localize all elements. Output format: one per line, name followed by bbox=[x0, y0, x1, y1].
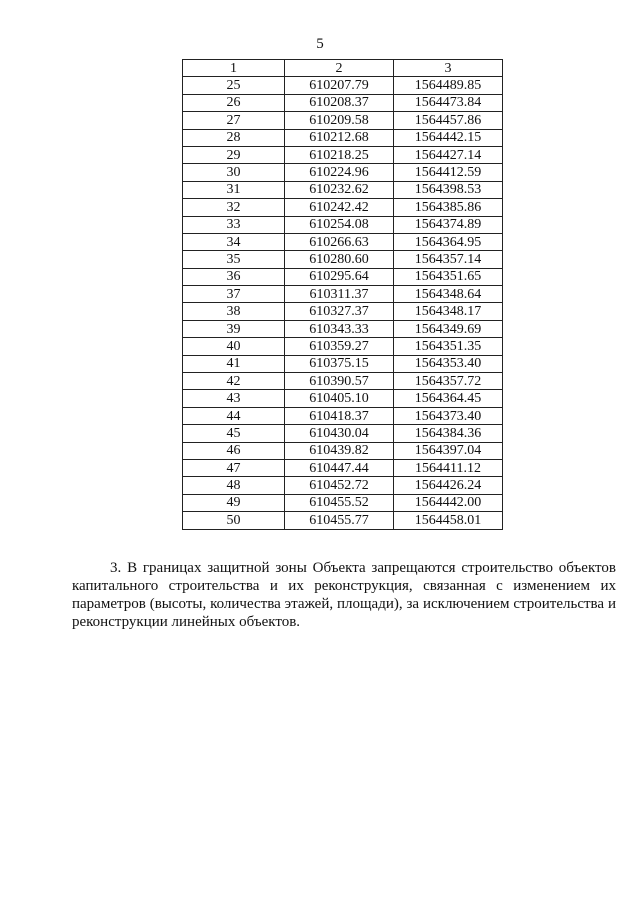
y-coordinate-cell: 1564349.69 bbox=[394, 320, 503, 337]
x-coordinate-cell: 610452.72 bbox=[285, 477, 394, 494]
table-row bbox=[183, 338, 503, 355]
point-number-cell: 44 bbox=[183, 407, 285, 424]
y-coordinate-cell: 1564374.89 bbox=[394, 216, 503, 233]
column-header-point: 1 bbox=[183, 60, 285, 77]
table-row bbox=[183, 494, 503, 511]
table-row bbox=[183, 320, 503, 337]
point-number-cell: 42 bbox=[183, 373, 285, 390]
table-row bbox=[183, 251, 503, 268]
point-number-cell: 33 bbox=[183, 216, 285, 233]
x-coordinate-cell: 610242.42 bbox=[285, 199, 394, 216]
point-number-cell: 27 bbox=[183, 112, 285, 129]
table-row bbox=[183, 390, 503, 407]
table-row bbox=[183, 303, 503, 320]
point-number-cell: 31 bbox=[183, 181, 285, 198]
table-row bbox=[183, 355, 503, 372]
y-coordinate-cell: 1564473.84 bbox=[394, 94, 503, 111]
table-row bbox=[183, 286, 503, 303]
x-coordinate-cell: 610218.25 bbox=[285, 146, 394, 163]
y-coordinate-cell: 1564489.85 bbox=[394, 77, 503, 94]
y-coordinate-cell: 1564348.64 bbox=[394, 286, 503, 303]
point-number-cell: 49 bbox=[183, 494, 285, 511]
x-coordinate-cell: 610447.44 bbox=[285, 459, 394, 476]
point-number-cell: 32 bbox=[183, 199, 285, 216]
x-coordinate-cell: 610455.77 bbox=[285, 512, 394, 529]
y-coordinate-cell: 1564351.35 bbox=[394, 338, 503, 355]
table-row bbox=[183, 199, 503, 216]
point-number-cell: 47 bbox=[183, 459, 285, 476]
x-coordinate-cell: 610430.04 bbox=[285, 425, 394, 442]
y-coordinate-cell: 1564397.04 bbox=[394, 442, 503, 459]
table-row bbox=[183, 268, 503, 285]
point-number-cell: 37 bbox=[183, 286, 285, 303]
x-coordinate-cell: 610207.79 bbox=[285, 77, 394, 94]
point-number-cell: 48 bbox=[183, 477, 285, 494]
table-row bbox=[183, 442, 503, 459]
table-row bbox=[183, 94, 503, 111]
point-number-cell: 36 bbox=[183, 268, 285, 285]
x-coordinate-cell: 610375.15 bbox=[285, 355, 394, 372]
x-coordinate-cell: 610209.58 bbox=[285, 112, 394, 129]
x-coordinate-cell: 610295.64 bbox=[285, 268, 394, 285]
table-row bbox=[183, 164, 503, 181]
y-coordinate-cell: 1564442.00 bbox=[394, 494, 503, 511]
x-coordinate-cell: 610418.37 bbox=[285, 407, 394, 424]
x-coordinate-cell: 610212.68 bbox=[285, 129, 394, 146]
table-row bbox=[183, 512, 503, 529]
y-coordinate-cell: 1564373.40 bbox=[394, 407, 503, 424]
x-coordinate-cell: 610208.37 bbox=[285, 94, 394, 111]
point-number-cell: 34 bbox=[183, 233, 285, 250]
y-coordinate-cell: 1564442.15 bbox=[394, 129, 503, 146]
y-coordinate-cell: 1564427.14 bbox=[394, 146, 503, 163]
y-coordinate-cell: 1564357.72 bbox=[394, 373, 503, 390]
point-number-cell: 46 bbox=[183, 442, 285, 459]
point-number-cell: 43 bbox=[183, 390, 285, 407]
table-row bbox=[183, 112, 503, 129]
y-coordinate-cell: 1564398.53 bbox=[394, 181, 503, 198]
column-header-x: 2 bbox=[285, 60, 394, 77]
coordinates-table bbox=[182, 59, 503, 530]
y-coordinate-cell: 1564458.01 bbox=[394, 512, 503, 529]
table-row bbox=[183, 216, 503, 233]
y-coordinate-cell: 1564353.40 bbox=[394, 355, 503, 372]
point-number-cell: 45 bbox=[183, 425, 285, 442]
x-coordinate-cell: 610455.52 bbox=[285, 494, 394, 511]
table-body bbox=[183, 77, 503, 529]
point-number-cell: 30 bbox=[183, 164, 285, 181]
table-row bbox=[183, 459, 503, 476]
y-coordinate-cell: 1564412.59 bbox=[394, 164, 503, 181]
table-row bbox=[183, 425, 503, 442]
table-row bbox=[183, 233, 503, 250]
point-number-cell: 41 bbox=[183, 355, 285, 372]
y-coordinate-cell: 1564426.24 bbox=[394, 477, 503, 494]
point-number-cell: 35 bbox=[183, 251, 285, 268]
point-number-cell: 26 bbox=[183, 94, 285, 111]
x-coordinate-cell: 610405.10 bbox=[285, 390, 394, 407]
table-row bbox=[183, 181, 503, 198]
point-number-cell: 29 bbox=[183, 146, 285, 163]
point-number-cell: 25 bbox=[183, 77, 285, 94]
y-coordinate-cell: 1564351.65 bbox=[394, 268, 503, 285]
page-number: 5 bbox=[316, 36, 324, 52]
point-number-cell: 39 bbox=[183, 320, 285, 337]
y-coordinate-cell: 1564364.45 bbox=[394, 390, 503, 407]
y-coordinate-cell: 1564411.12 bbox=[394, 459, 503, 476]
y-coordinate-cell: 1564348.17 bbox=[394, 303, 503, 320]
x-coordinate-cell: 610254.08 bbox=[285, 216, 394, 233]
x-coordinate-cell: 610266.63 bbox=[285, 233, 394, 250]
point-number-cell: 28 bbox=[183, 129, 285, 146]
y-coordinate-cell: 1564357.14 bbox=[394, 251, 503, 268]
table-row bbox=[183, 407, 503, 424]
table-row bbox=[183, 477, 503, 494]
x-coordinate-cell: 610280.60 bbox=[285, 251, 394, 268]
x-coordinate-cell: 610232.62 bbox=[285, 181, 394, 198]
table-row bbox=[183, 77, 503, 94]
point-number-cell: 38 bbox=[183, 303, 285, 320]
column-header-y: 3 bbox=[394, 60, 503, 77]
x-coordinate-cell: 610311.37 bbox=[285, 286, 394, 303]
y-coordinate-cell: 1564364.95 bbox=[394, 233, 503, 250]
point-number-cell: 50 bbox=[183, 512, 285, 529]
x-coordinate-cell: 610390.57 bbox=[285, 373, 394, 390]
table-row bbox=[183, 129, 503, 146]
table-row bbox=[183, 373, 503, 390]
x-coordinate-cell: 610439.82 bbox=[285, 442, 394, 459]
y-coordinate-cell: 1564385.86 bbox=[394, 199, 503, 216]
point-number-cell: 40 bbox=[183, 338, 285, 355]
x-coordinate-cell: 610343.33 bbox=[285, 320, 394, 337]
x-coordinate-cell: 610327.37 bbox=[285, 303, 394, 320]
x-coordinate-cell: 610224.96 bbox=[285, 164, 394, 181]
table-header-row bbox=[183, 60, 503, 77]
y-coordinate-cell: 1564384.36 bbox=[394, 425, 503, 442]
x-coordinate-cell: 610359.27 bbox=[285, 338, 394, 355]
y-coordinate-cell: 1564457.86 bbox=[394, 112, 503, 129]
table-row bbox=[183, 146, 503, 163]
body-paragraph: 3. В границах защитной зоны Объекта запрещаются строительство объектов капитального строительства и их реконструкция, связанная с изменением их параметров (высоты, количества этажей, площади), за исключением строительства и реконструкции линейных объектов. bbox=[72, 560, 616, 630]
